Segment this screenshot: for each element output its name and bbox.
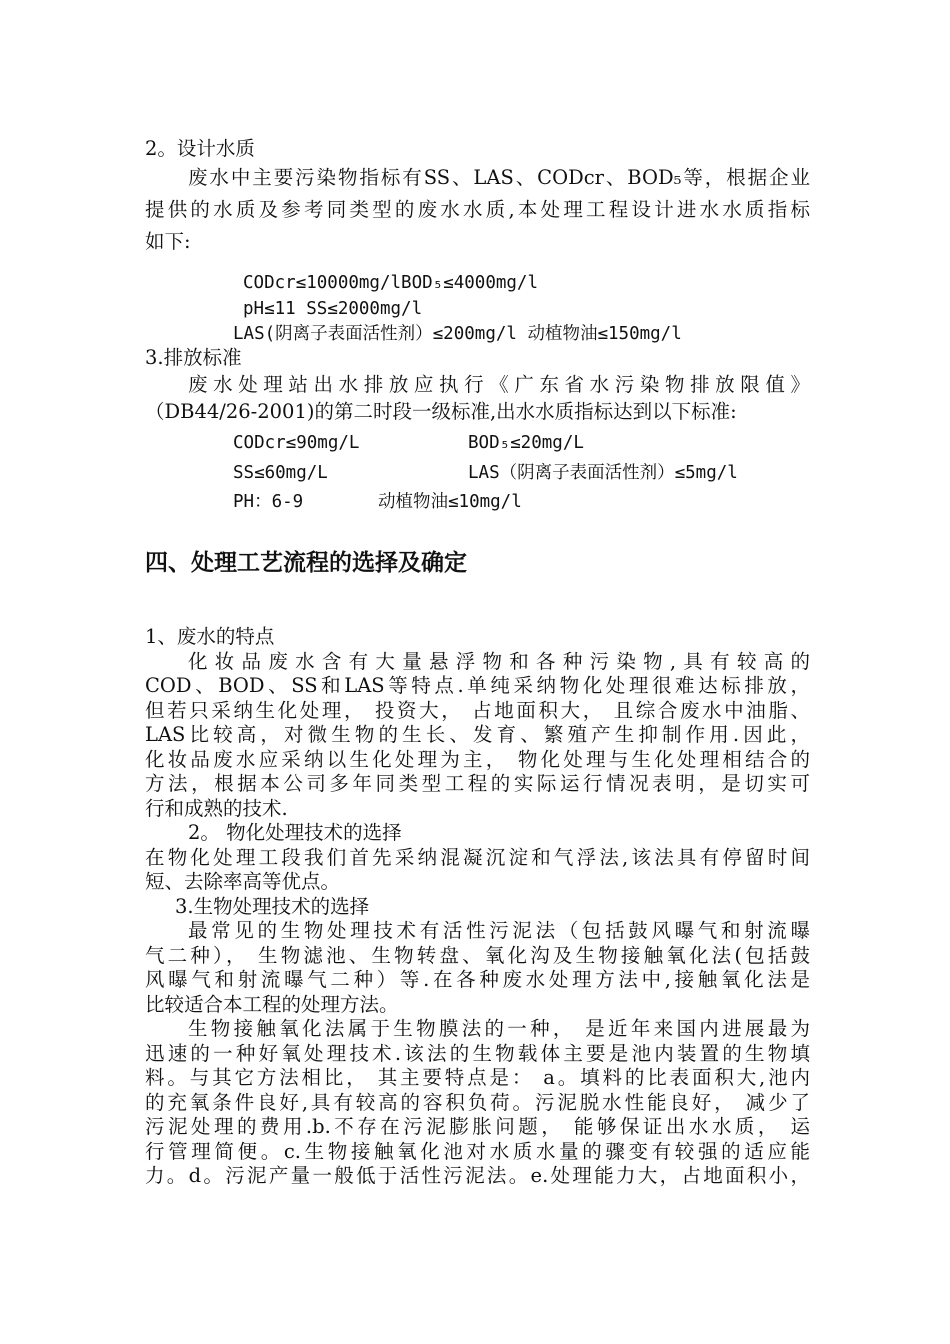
subsection-title: 3.生物处理技术的选择 — [175, 895, 370, 918]
paragraph-line: 料。与其它方法相比， 其主要特点是： a。填料的比表面积大,池内 — [145, 1066, 810, 1089]
paragraph-line: 生物接触氧化法属于生物膜法的一种， 是近年来国内进展最为 — [188, 1017, 810, 1040]
chapter-heading: 四、处理工艺流程的选择及确定 — [145, 550, 467, 576]
paragraph-line: 气二种）， 生物滤池、生物转盘、氧化沟及生物接触氧化法(包括鼓 — [145, 944, 810, 967]
paragraph-line: 力。d。污泥产量一般低于活性污泥法。e.处理能力大，占地面积小， — [145, 1164, 810, 1187]
paragraph-line: 废水处理站出水排放应执行《广东省水污染物排放限值》 — [188, 373, 810, 396]
standard-value: BOD₅≤20mg/L — [468, 433, 584, 453]
paragraph-line: 提供的水质及参考同类型的废水水质,本处理工程设计进水水质指标 — [145, 198, 810, 221]
standard-value: LAS（阴离子表面活性剂）≤5mg/l — [468, 463, 738, 483]
standard-value: 动植物油≤10mg/l — [378, 492, 522, 512]
paragraph-line: 废水中主要污染物指标有SS、LAS、CODcr、BOD₅等，根据企业 — [188, 166, 810, 189]
paragraph-line: （DB44/26-2001)的第二时段一级标准,出水水质指标达到以下标准: — [145, 400, 737, 423]
paragraph-line: 风曝气和射流曝气二种）等.在各种废水处理方法中,接触氧化法是 — [145, 968, 810, 991]
paragraph-line: 化妆品废水含有大量悬浮物和各种污染物,具有较高的 — [188, 650, 810, 673]
standard-value: PH：6-9 — [233, 492, 304, 512]
paragraph-line: 短、去除率高等优点。 — [145, 870, 341, 893]
section-title: 2。设计水质 — [145, 137, 255, 160]
paragraph-line: 污泥处理的费用.b.不存在污泥膨胀问题， 能够保证出水水质， 运 — [145, 1115, 810, 1138]
standard-value: SS≤60mg/L — [233, 463, 328, 483]
paragraph-line: 比较适合本工程的处理方法。 — [145, 993, 399, 1016]
subsection-title: 1、废水的特点 — [145, 625, 275, 648]
paragraph-line: LAS比较高，对微生物的生长、发育、繁殖产生抑制作用.因此， — [145, 723, 810, 746]
spec-line: CODcr≤10000mg/lBOD₅≤4000mg/l — [243, 273, 539, 293]
paragraph-line: 化妆品废水应采纳以生化处理为主， 物化处理与生化处理相结合的 — [145, 748, 810, 771]
section-title: 3.排放标准 — [145, 346, 242, 369]
paragraph-line: 但若只采纳生化处理， 投资大， 占地面积大， 且综合废水中油脂、 — [145, 699, 810, 722]
paragraph-line: 行管理简便。c.生物接触氧化池对水质水量的骤变有较强的适应能 — [145, 1140, 810, 1163]
paragraph-line: 行和成熟的技术. — [145, 797, 288, 820]
standard-value: CODcr≤90mg/L — [233, 433, 360, 453]
spec-line: LAS(阴离子表面活性剂）≤200mg/l 动植物油≤150mg/l — [233, 324, 682, 344]
paragraph-line: 如下: — [145, 230, 191, 253]
paragraph-line: 的充氧条件良好,具有较高的容积负荷。污泥脱水性能良好， 减少了 — [145, 1091, 810, 1114]
paragraph-line: 在物化处理工段我们首先采纳混凝沉淀和气浮法,该法具有停留时间 — [145, 846, 810, 869]
paragraph-line: 最常见的生物处理技术有活性污泥法（包括鼓风曝气和射流曝 — [188, 919, 810, 942]
subsection-title: 2。 物化处理技术的选择 — [188, 821, 402, 844]
paragraph-line: 方法，根据本公司多年同类型工程的实际运行情况表明，是切实可 — [145, 772, 810, 795]
paragraph-line: COD、BOD、SS和LAS等特点.单纯采纳物化处理很难达标排放， — [145, 674, 810, 697]
spec-line: pH≤11 SS≤2000mg/l — [243, 299, 423, 319]
paragraph-line: 迅速的一种好氧处理技术.该法的生物载体主要是池内装置的生物填 — [145, 1042, 810, 1065]
